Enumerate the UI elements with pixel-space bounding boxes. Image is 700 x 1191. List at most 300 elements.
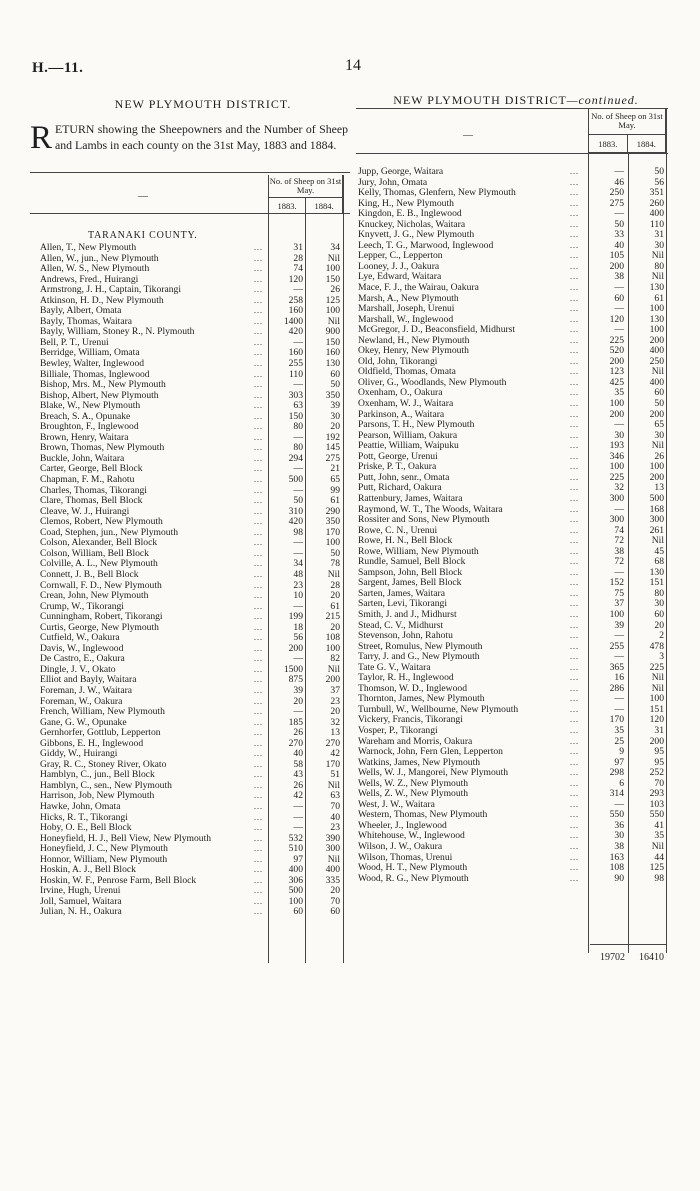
sheep-1884: 150: [325, 273, 340, 285]
owner-name: Clemos, Robert, New Plymouth: [40, 516, 163, 528]
owner-name: Rowe, William, New Plymouth: [358, 545, 479, 557]
sheep-1883: 72: [614, 535, 624, 547]
sheep-1884: 350: [325, 389, 340, 401]
sheep-1884: 30: [654, 429, 664, 441]
owner-name: Marsh, A., New Plymouth: [358, 292, 459, 304]
leader-dots: ...: [254, 559, 263, 569]
owner-name: Hoskin, W. F., Penrose Farm, Bell Block: [40, 874, 197, 886]
sheep-1883: 25: [614, 735, 624, 747]
owner-name: Sarten, Levi, Tikorangi: [358, 598, 448, 610]
sheep-1883: 108: [609, 862, 624, 874]
sheep-1883: 39: [293, 684, 303, 696]
sheep-1883: 200: [609, 355, 624, 367]
sheep-1884: 290: [325, 505, 340, 517]
leader-dots: ...: [254, 496, 263, 506]
owner-name: Western, Thomas, New Plymouth: [358, 809, 488, 821]
leader-dots: ...: [254, 274, 263, 284]
sheep-1884: Nil: [327, 853, 340, 865]
sheep-1883: 170: [609, 714, 624, 726]
leader-dots: ...: [254, 759, 263, 769]
sheep-1884: 95: [654, 746, 664, 758]
sheep-1883: 500: [288, 474, 303, 486]
owner-name: Wilson, J. W., Oakura: [358, 841, 443, 852]
sheep-1884: 98: [654, 872, 664, 884]
sheep-1883: 163: [609, 851, 624, 863]
right-header-group: No. of Sheep on 31st May.: [589, 108, 666, 135]
sheep-1884: Nil: [651, 250, 664, 262]
owner-name: Thomson, W. D., Inglewood: [358, 682, 467, 694]
sheep-1883: 875: [288, 674, 303, 686]
sheep-1884: 168: [649, 503, 664, 515]
leader-dots: ...: [254, 833, 263, 843]
leader-dots: ...: [254, 422, 263, 432]
sheep-1884: 30: [330, 410, 340, 422]
leader-dots: ...: [570, 272, 579, 282]
sheep-1884: 130: [649, 313, 664, 325]
table-row: [358, 515, 666, 526]
leader-dots: ...: [254, 506, 263, 516]
sheep-1883: 420: [288, 326, 303, 338]
table-row: [40, 475, 343, 486]
leader-dots: ...: [570, 346, 579, 356]
sheep-1883: 200: [288, 642, 303, 654]
sheep-1884: 37: [330, 684, 340, 696]
owner-name: Rowe, C. N., Urenui: [358, 524, 438, 536]
right-table-header-rule: [356, 153, 668, 154]
table-row: [358, 283, 666, 294]
owner-name: Marshall, W., Inglewood: [358, 313, 454, 325]
leader-dots: ...: [254, 432, 263, 442]
sheep-1884: 200: [649, 334, 664, 346]
sheep-1884: 252: [649, 767, 664, 779]
owner-name: Charles, Thomas, Tikorangi: [40, 484, 147, 496]
leader-dots: ...: [254, 243, 263, 252]
sheep-1884: 20: [330, 421, 340, 433]
owner-name: Smith, J. and J., Midhurst: [358, 608, 457, 620]
leader-dots: ...: [570, 472, 579, 482]
sheep-1884: Nil: [651, 841, 664, 852]
sheep-1884: 150: [325, 336, 340, 348]
owner-name: Parsons, T. H., New Plymouth: [358, 419, 475, 431]
leader-dots: ...: [570, 209, 579, 219]
owner-name: Crump, W., Tikorangi: [40, 600, 124, 612]
owner-name: Blake, W., New Plymouth: [40, 400, 141, 412]
sheep-1883: 300: [609, 514, 624, 526]
left-header-1883: 1883.: [269, 198, 306, 214]
sheep-1884: 215: [325, 611, 340, 623]
owner-name: Irvine, Hugh, Urenui: [40, 885, 121, 897]
sheep-1884: 130: [649, 566, 664, 578]
sheep-1884: 61: [330, 495, 340, 507]
sheep-1884: 20: [330, 621, 340, 633]
leader-dots: ...: [254, 591, 263, 601]
page-number: 14: [345, 57, 361, 74]
leader-dots: ...: [254, 633, 263, 643]
sheep-1883: 500: [288, 885, 303, 897]
sheep-1884: 100: [325, 263, 340, 275]
owner-name: Allen, W. S., New Plymouth: [40, 263, 150, 275]
sheep-1883: 34: [293, 558, 303, 570]
sheep-1884: 50: [330, 379, 340, 391]
table-row: [40, 907, 343, 918]
sheep-1883: —: [614, 651, 624, 663]
sheep-1883: 32: [614, 482, 624, 494]
sheep-1883: —: [293, 800, 303, 812]
sheep-1884: 103: [649, 798, 664, 810]
leader-dots: ...: [254, 685, 263, 695]
leader-dots: ...: [570, 863, 579, 873]
owner-name: Vickery, Francis, Tikorangi: [358, 714, 463, 726]
owner-name: Oliver, G., Woodlands, New Plymouth: [358, 376, 507, 388]
sheep-1884: 151: [649, 577, 664, 589]
owner-name: Oldfield, Thomas, Omata: [358, 366, 456, 378]
sheep-1884: 60: [330, 368, 340, 380]
sheep-1883: 18: [293, 621, 303, 633]
leader-dots: ...: [254, 717, 263, 727]
leader-dots: ...: [254, 285, 263, 295]
owner-name: French, William, New Plymouth: [40, 706, 165, 718]
sheep-1884: 100: [325, 305, 340, 317]
leader-dots: ...: [254, 316, 263, 326]
left-column-title: NEW PLYMOUTH DISTRICT.: [114, 97, 292, 111]
leader-dots: ...: [570, 377, 579, 387]
owner-name: Rossiter and Sons, New Plymouth: [358, 514, 490, 526]
sheep-1883: 123: [609, 366, 624, 378]
leader-dots: ...: [570, 736, 579, 746]
leader-dots: ...: [254, 327, 263, 337]
sheep-1883: 532: [288, 832, 303, 844]
left-header-group: No. of Sheep on 31st May.: [269, 175, 343, 198]
owner-name: Oxenham, W. J., Waitara: [358, 398, 454, 410]
leader-dots: ...: [570, 283, 579, 293]
leader-dots: ...: [570, 778, 579, 788]
owner-name: Wareham and Morris, Oakura: [358, 735, 473, 747]
sheep-1884: 30: [654, 598, 664, 610]
sheep-1884: 275: [325, 452, 340, 464]
leader-dots: ...: [254, 770, 263, 780]
sheep-1883: 225: [609, 334, 624, 346]
leader-dots: ...: [570, 451, 579, 461]
table-row: [40, 359, 343, 370]
sheep-1883: 43: [293, 769, 303, 781]
left-data-rows: [40, 243, 343, 918]
sheep-1883: 40: [614, 239, 624, 251]
owner-name: Bewley, Walter, Inglewood: [40, 358, 145, 370]
leader-dots: ...: [570, 167, 579, 176]
owner-name: De Castro, E., Oakura: [40, 653, 125, 665]
leader-dots: ...: [254, 569, 263, 579]
owner-name: Vosper, P., Tikorangi: [358, 724, 438, 736]
leader-dots: ...: [254, 464, 263, 474]
leader-dots: ...: [570, 757, 579, 767]
right-title-suffix: —continued.: [566, 93, 639, 107]
sheep-1884: 56: [654, 176, 664, 188]
sheep-1884: 23: [330, 695, 340, 707]
leader-dots: ...: [570, 493, 579, 503]
sheep-1884: 45: [654, 545, 664, 557]
owner-name: Dingle, J. V., Okato: [40, 663, 116, 675]
owner-name: Wells, Z. W., New Plymouth: [358, 788, 469, 800]
sheep-1883: 200: [609, 260, 624, 272]
leader-dots: ...: [254, 453, 263, 463]
owner-name: King, H., New Plymouth: [358, 197, 454, 209]
owner-name: Colville, A. L., New Plymouth: [40, 558, 158, 570]
leader-dots: ...: [254, 517, 263, 527]
sheep-1884: 31: [654, 724, 664, 736]
sheep-1884: 293: [649, 788, 664, 800]
sheep-1884: 50: [654, 166, 664, 177]
owner-name: Hawke, John, Omata: [40, 800, 121, 812]
sheep-1883: 75: [614, 587, 624, 599]
sheep-1884: 20: [330, 706, 340, 718]
sheep-1883: 50: [293, 495, 303, 507]
owner-name: Armstrong, J. H., Captain, Tikorangi: [40, 284, 181, 296]
sheep-1884: 400: [649, 208, 664, 220]
sheep-1883: 20: [293, 695, 303, 707]
owner-name: Elliot and Bayly, Waitara: [40, 674, 137, 686]
sheep-1883: —: [614, 703, 624, 715]
sheep-1884: 300: [649, 514, 664, 526]
leader-dots: ...: [570, 525, 579, 535]
leader-dots: ...: [570, 188, 579, 198]
owner-name: Chapman, F. M., Rahotu: [40, 474, 135, 486]
leader-dots: ...: [570, 536, 579, 546]
sheep-1883: 38: [614, 841, 624, 852]
sheep-1884: 31: [654, 229, 664, 241]
leader-dots: ...: [570, 631, 579, 641]
owner-name: Old, John, Tikorangi: [358, 355, 438, 367]
sheep-1884: 100: [325, 537, 340, 549]
leader-dots: ...: [570, 261, 579, 271]
leader-dots: ...: [570, 567, 579, 577]
owner-name: Bell, P. T., Urenui: [40, 336, 109, 348]
leader-dots: ...: [254, 707, 263, 717]
sheep-1883: —: [293, 547, 303, 559]
sheep-1884: 478: [649, 640, 664, 652]
sheep-1884: 32: [330, 716, 340, 728]
owner-name: Lye, Edward, Waitara: [358, 271, 442, 283]
leader-dots: ...: [254, 875, 263, 885]
sheep-1884: Nil: [327, 568, 340, 580]
leader-dots: ...: [570, 546, 579, 556]
sheep-1883: —: [293, 653, 303, 665]
leader-dots: ...: [254, 337, 263, 347]
owner-name: Hoskin, A. J., Bell Block: [40, 864, 136, 876]
leader-dots: ...: [570, 388, 579, 398]
owner-name: Tarry, J. and G., New Plymouth: [358, 651, 480, 663]
owner-name: Putt, Richard, Oakura: [358, 482, 442, 494]
sheep-1883: 97: [293, 853, 303, 865]
leader-dots: ...: [570, 409, 579, 419]
leader-dots: ...: [570, 367, 579, 377]
leader-dots: ...: [570, 873, 579, 883]
owner-name: Leech, T. G., Marwood, Inglewood: [358, 239, 494, 251]
sheep-1883: 255: [288, 358, 303, 370]
sheep-1884: 200: [649, 735, 664, 747]
leader-dots: ...: [570, 652, 579, 662]
table-row: [358, 399, 666, 410]
sheep-1883: 225: [609, 471, 624, 483]
sheep-1884: 225: [649, 661, 664, 673]
leader-dots: ...: [254, 369, 263, 379]
owner-name: Davis, W., Inglewood: [40, 642, 124, 654]
owner-name: Clare, Thomas, Bell Block: [40, 495, 143, 507]
leader-dots: ...: [254, 643, 263, 653]
sheep-1884: 130: [325, 358, 340, 370]
sheep-1883: 520: [609, 345, 624, 357]
sheep-1884: 125: [325, 294, 340, 306]
leader-dots: ...: [254, 253, 263, 263]
leader-dots: ...: [570, 704, 579, 714]
leader-dots: ...: [570, 578, 579, 588]
sheep-1883: 74: [293, 263, 303, 275]
owner-name: Newland, H., New Plymouth: [358, 334, 470, 346]
sheep-1884: 300: [325, 843, 340, 855]
sheep-1884: 41: [654, 819, 664, 831]
leader-dots: ...: [570, 483, 579, 493]
table-row: [40, 570, 343, 581]
sheep-1883: —: [293, 463, 303, 475]
sheep-1883: 37: [614, 598, 624, 610]
sheep-1883: —: [293, 379, 303, 391]
sheep-1883: —: [293, 336, 303, 348]
owner-name: Parkinson, A., Waitara: [358, 408, 445, 420]
sheep-1883: —: [614, 208, 624, 220]
sheep-1884: 270: [325, 737, 340, 749]
sheep-1884: Nil: [327, 663, 340, 675]
leader-dots: ...: [254, 411, 263, 421]
table-row: [358, 167, 666, 178]
owner-name: Giddy, W., Huirangi: [40, 748, 118, 760]
leader-dots: ...: [570, 799, 579, 809]
owner-name: Thornton, James, New Plymouth: [358, 693, 485, 705]
sheep-1883: —: [614, 166, 624, 177]
sheep-1884: 50: [330, 547, 340, 559]
leader-dots: ...: [570, 789, 579, 799]
leader-dots: ...: [254, 823, 263, 833]
leader-dots: ...: [254, 538, 263, 548]
owner-name: Foreman, W., Oakura: [40, 695, 123, 707]
sheep-1883: 110: [288, 368, 303, 380]
sheep-1883: 1500: [283, 663, 303, 675]
owner-name: Lepper, C., Lepperton: [358, 250, 443, 262]
county-heading: TARANAKI COUNTY.: [88, 230, 198, 241]
sheep-1883: —: [614, 282, 624, 294]
owner-name: Breach, S. A., Opunake: [40, 410, 131, 422]
sheep-1883: —: [614, 798, 624, 810]
sheep-1883: 38: [614, 545, 624, 557]
leader-dots: ...: [570, 820, 579, 830]
owner-name: Connett, J. B., Bell Block: [40, 568, 139, 580]
sheep-1883: 510: [288, 843, 303, 855]
sheep-1883: 300: [609, 492, 624, 504]
owner-name: Colson, William, Bell Block: [40, 547, 149, 559]
right-table-header: [588, 108, 666, 153]
sheep-1883: 60: [614, 292, 624, 304]
report-code: H.—11.: [32, 60, 84, 76]
sheep-1884: 21: [330, 463, 340, 475]
sheep-1884: 61: [330, 600, 340, 612]
right-header-1883: 1883.: [589, 135, 628, 153]
sheep-1883: —: [293, 484, 303, 496]
sheep-1884: Nil: [651, 271, 664, 283]
owner-name: Rattenbury, James, Waitara: [358, 492, 463, 504]
owner-name: Bayly, Thomas, Waitara: [40, 315, 133, 327]
sheep-1884: 70: [330, 800, 340, 812]
sheep-1883: 10: [293, 590, 303, 602]
owner-name: Knyvett, J. G., New Plymouth: [358, 229, 475, 241]
sheep-1884: 40: [330, 811, 340, 823]
owner-name: Foreman, J. W., Waitara: [40, 684, 133, 696]
leader-dots: ...: [570, 747, 579, 757]
leader-dots: ...: [254, 886, 263, 896]
sheep-1884: 99: [330, 484, 340, 496]
owner-name: Wood, R. G., New Plymouth: [358, 872, 469, 884]
totals-rule: [590, 944, 666, 945]
sheep-1884: 80: [654, 587, 664, 599]
sheep-1883: —: [293, 706, 303, 718]
sheep-1883: —: [293, 600, 303, 612]
leader-dots: ...: [570, 673, 579, 683]
owner-name: Putt, John, senr., Omata: [358, 471, 450, 483]
leader-dots: ...: [570, 399, 579, 409]
sheep-1884: 100: [649, 461, 664, 473]
sheep-1883: 270: [288, 737, 303, 749]
sheep-1883: 258: [288, 294, 303, 306]
sheep-1883: —: [614, 503, 624, 515]
sheep-1883: 306: [288, 874, 303, 886]
leader-dots: ...: [570, 293, 579, 303]
leader-dots: ...: [570, 609, 579, 619]
owner-name: Coad, Stephen, jun., New Plymouth: [40, 526, 179, 538]
leader-dots: ...: [570, 304, 579, 314]
owner-name: Gernhorfer, Gottlub, Lepperton: [40, 727, 161, 739]
owner-name: Knuckey, Nicholas, Waitara: [358, 218, 466, 230]
sheep-1884: 95: [654, 756, 664, 768]
leader-dots: ...: [254, 612, 263, 622]
sheep-1883: 40: [293, 748, 303, 760]
sheep-1884: 20: [330, 885, 340, 897]
sheep-1883: 46: [614, 176, 624, 188]
sheep-1884: 500: [649, 492, 664, 504]
leader-dots: ...: [570, 715, 579, 725]
sheep-1883: 120: [288, 273, 303, 285]
owner-name: Atkinson, H. D., New Plymouth: [40, 294, 164, 306]
leader-dots: ...: [254, 380, 263, 390]
sheep-1884: 82: [330, 653, 340, 665]
leader-dots: ...: [570, 219, 579, 229]
sheep-1884: 125: [649, 862, 664, 874]
owner-name: Cleave, W. J., Huirangi: [40, 505, 130, 517]
owner-name: Bishop, Mrs. M., New Plymouth: [40, 379, 166, 391]
owner-name: Broughton, F., Inglewood: [40, 421, 139, 433]
sheep-1883: 97: [614, 756, 624, 768]
owner-name: Hicks, R. T., Tikorangi: [40, 811, 128, 823]
sheep-1883: 48: [293, 568, 303, 580]
sheep-1883: 160: [288, 347, 303, 359]
sheep-1883: 152: [609, 577, 624, 589]
sheep-1883: 30: [614, 429, 624, 441]
owner-name: Mace, F. J., the Wairau, Oakura: [358, 282, 479, 294]
sheep-1883: 400: [288, 864, 303, 876]
sheep-1884: 50: [654, 398, 664, 410]
sheep-1883: 250: [609, 187, 624, 199]
leader-dots: ...: [254, 401, 263, 411]
owner-name: Brown, Thomas, New Plymouth: [40, 442, 165, 454]
return-dropcap: R: [30, 120, 53, 156]
sheep-1884: 51: [330, 769, 340, 781]
sheep-1884: 170: [325, 758, 340, 770]
